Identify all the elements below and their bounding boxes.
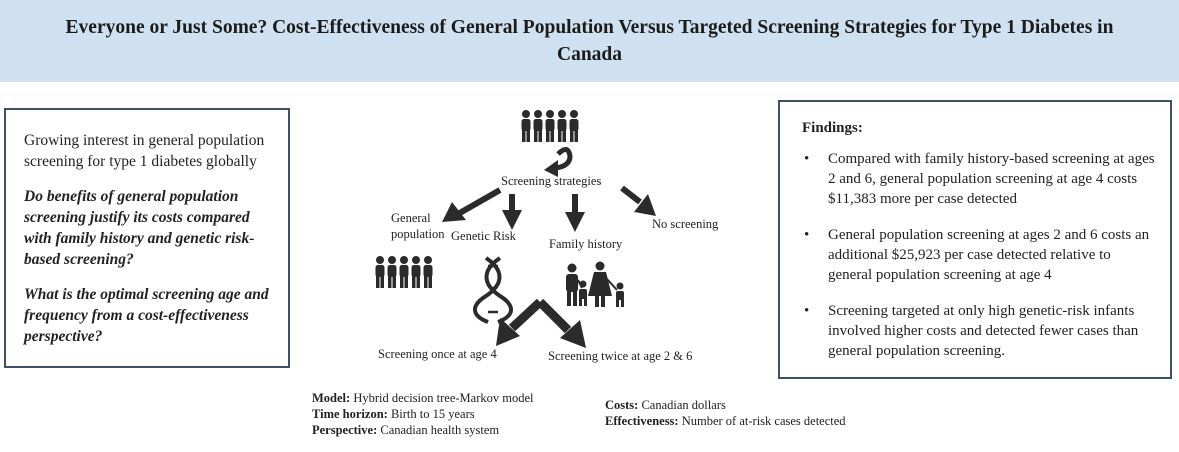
- background-panel: [4, 108, 290, 368]
- finding-item: [802, 225, 1156, 285]
- finding-text: Screening targeted at only high genetic-risk infants involved higher costs and detected fewer cases than general population screening.: [828, 303, 1139, 359]
- arrow-to-general: [442, 190, 500, 222]
- arrow-to-twice: [540, 302, 586, 348]
- arrow-to-family: [565, 194, 585, 232]
- circular-arrow-icon: [544, 149, 570, 177]
- findings-title: Findings:: [802, 120, 863, 136]
- findings-list: [802, 149, 1156, 361]
- outcome-once-label: Screening once at age 4: [378, 347, 497, 361]
- general-population-people-icon: [376, 256, 433, 288]
- center-label: Screening strategies: [501, 174, 602, 188]
- research-question-1: Do benefits of general population screening justify its costs compared with family history and genetic risk-based screening?: [24, 188, 255, 268]
- screening-diagram: [300, 90, 770, 380]
- finding-item: [802, 301, 1156, 361]
- model-details: [312, 390, 533, 438]
- intro-text: Growing interest in general population screening for type 1 diabetes globally: [24, 132, 265, 170]
- family-icon: [566, 262, 624, 308]
- costs-label: Costs:: [605, 398, 639, 412]
- model-label: Model:: [312, 391, 351, 405]
- effectiveness-row: [605, 413, 846, 429]
- branch-none-label: No screening: [652, 217, 719, 231]
- header-banner: [0, 0, 1179, 82]
- research-question-2: What is the optimal screening age and frequency from a cost-effectiveness perspective?: [24, 286, 269, 345]
- findings-panel: [778, 100, 1172, 379]
- horizon-value: Birth to 15 years: [390, 407, 475, 421]
- horizon-label: Time horizon:: [312, 407, 388, 421]
- finding-text: General population screening at ages 2 and 6 costs an additional $25,923 per case detected relative to general population screening at age 4: [828, 227, 1150, 283]
- effectiveness-label: Effectiveness:: [605, 414, 679, 428]
- arrow-to-none: [622, 188, 656, 216]
- branch-general-line1: General: [391, 211, 431, 225]
- bullet-icon: •: [804, 303, 810, 319]
- cost-details: [605, 397, 846, 429]
- costs-value: Canadian dollars: [641, 398, 726, 412]
- model-value: Hybrid decision tree-Markov model: [353, 391, 534, 405]
- outcome-twice-label: Screening twice at age 2 & 6: [548, 349, 693, 363]
- arrow-to-once: [496, 302, 540, 346]
- costs-row: [605, 397, 846, 413]
- perspective-label: Perspective:: [312, 423, 378, 437]
- perspective-value: Canadian health system: [380, 423, 500, 437]
- effectiveness-value: Number of at-risk cases detected: [681, 414, 846, 428]
- finding-text: Compared with family history-based screening at ages 2 and 6, general population screening at age 4 costs $11,383 more per case detected: [828, 151, 1155, 207]
- finding-item: [802, 149, 1156, 209]
- model-row: [312, 390, 533, 406]
- arrow-to-genetic: [502, 194, 522, 230]
- bullet-icon: •: [804, 227, 810, 243]
- bullet-icon: •: [804, 151, 810, 167]
- dna-icon: [475, 258, 511, 322]
- branch-genetic-label: Genetic Risk: [451, 229, 516, 243]
- branch-family-label: Family history: [549, 237, 623, 251]
- page-title: Everyone or Just Some? Cost-Effectiveness of General Population Versus Targeted Screening Strategies for Type 1 Diabetes in Canada: [65, 17, 1114, 65]
- branch-general-line2: population: [391, 227, 445, 241]
- group-people-icon: [522, 110, 579, 142]
- perspective-row: [312, 422, 533, 438]
- horizon-row: [312, 406, 533, 422]
